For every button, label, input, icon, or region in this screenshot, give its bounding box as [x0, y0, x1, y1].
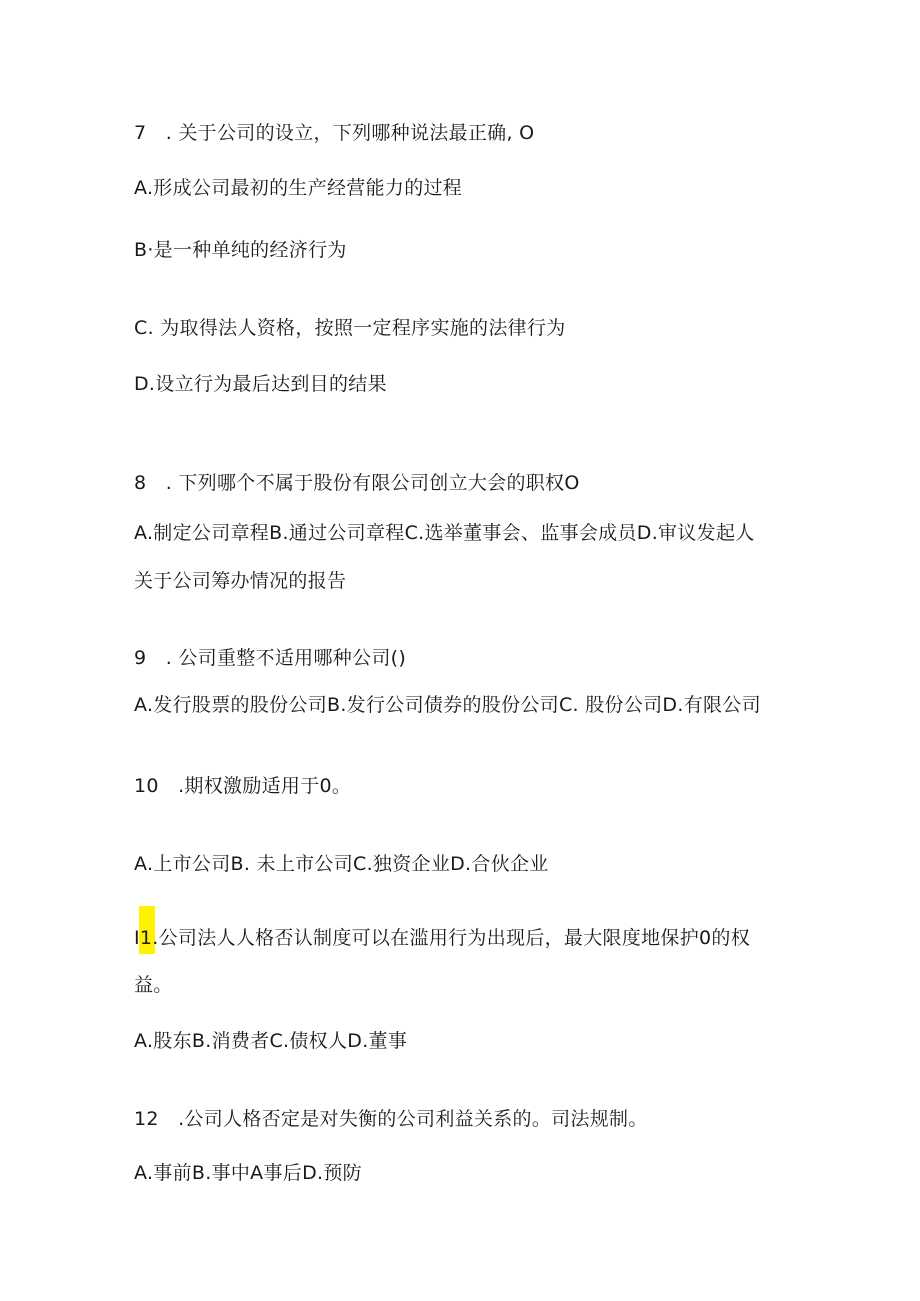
question-10: 10 .期权激励适用于0。 [134, 775, 352, 797]
q11-options: A.股东B.消费者C.债权人D.董事 [134, 1030, 408, 1052]
q7-option-d: D.设立行为最后达到目的结果 [134, 373, 387, 395]
question-7: 7 . 关于公司的设立，下列哪种说法最正确, O [134, 122, 535, 144]
question-11: I1.公司法人人格否认制度可以在滥用行为出现后，最大限度地保护0的权 [134, 927, 751, 949]
q10-options: A.上市公司B. 未上市公司C.独资企业D.合伙企业 [134, 853, 549, 875]
question-12: 12 .公司人格否定是对失衡的公司利益关系的。司法规制。 [134, 1108, 648, 1130]
question-8: 8 . 下列哪个不属于股份有限公司创立大会的职权O [134, 472, 580, 494]
q7-option-a: A.形成公司最初的生产经营能力的过程 [134, 177, 463, 199]
q9-options: A.发行股票的股份公司B.发行公司债券的股份公司C. 股份公司D.有限公司 [134, 694, 761, 716]
q7-option-b: B·是一种单纯的经济行为 [134, 239, 347, 261]
question-11-cont: 益。 [134, 974, 173, 996]
q12-options: A.事前B.事中A事后D.预防 [134, 1162, 362, 1184]
q8-options-line1: A.制定公司章程B.通过公司章程C.选举董事会、监事会成员D.审议发起人 [134, 522, 755, 544]
q8-options-line2: 关于公司筹办情况的报告 [134, 570, 347, 592]
question-9: 9 . 公司重整不适用哪种公司() [134, 647, 407, 669]
q7-option-c: C. 为取得法人资格，按照一定程序实施的法律行为 [134, 317, 566, 339]
